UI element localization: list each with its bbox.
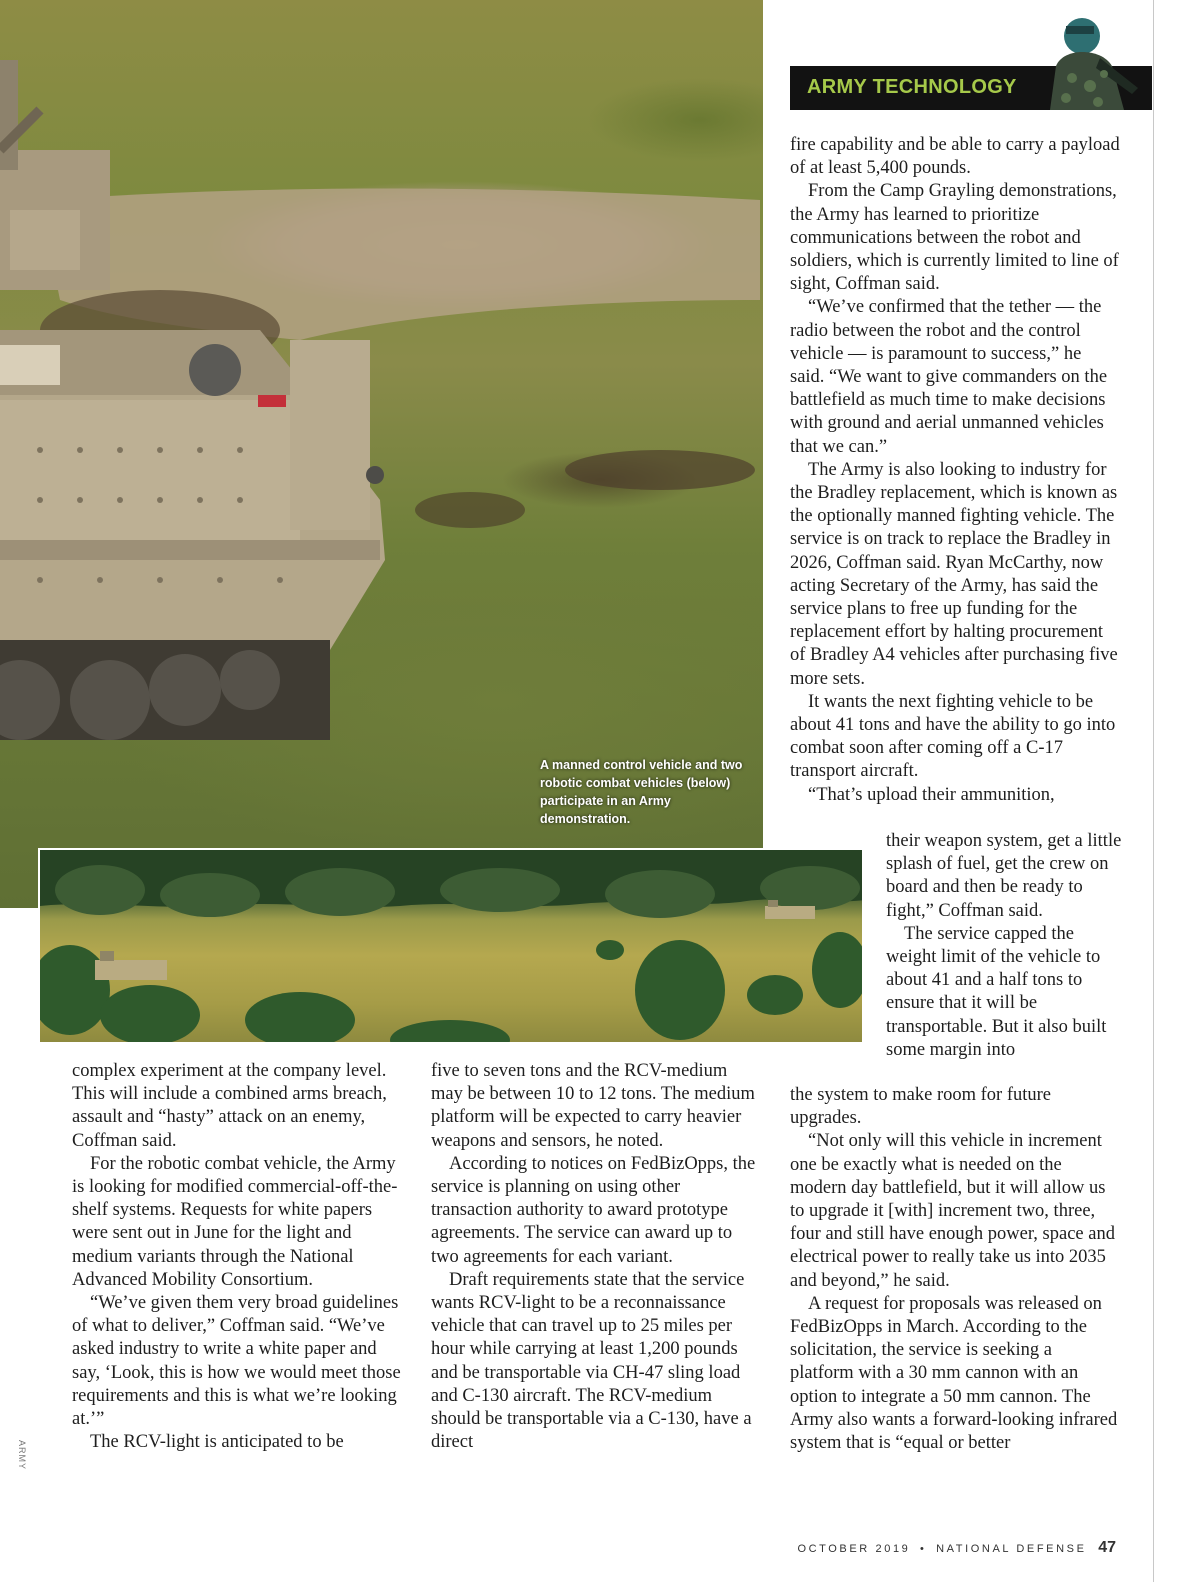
paragraph: It wants the next fighting vehicle to be about 41 tons and have the ability to go into combat soon after coming off a C-17 transport aircraft. [790,691,1116,782]
footer-separator: • [920,1543,927,1555]
article-column-left [72,1060,402,1454]
paragraph: “We’ve given them very broad guidelines of what to deliver,” Coffman said. “We’ve asked industry to write a white paper and say, ‘Look, this is how we would meet those requirements and this is what we’re looking at.’” [72,1293,401,1430]
paragraph: complex experiment at the company level. This will include a combined arms breach, assault and “hasty” attack on an enemy, Coffman said. [72,1061,387,1151]
paragraph: “We’ve confirmed that the tether — the radio between the robot and the control vehicle — is paramount to success,” he said. “We want to give commanders on the battlefield as much time to make decisions with ground and aerial unmanned vehicles that we can.” [790,297,1108,457]
article-column-right-bottom [790,1084,1120,1455]
issue-date: OCTOBER 2019 [797,1543,911,1555]
paragraph: fire capability and be able to carry a payload of at least 5,400 pounds. [790,135,1120,179]
vehicle-photo [0,0,763,908]
article-column-middle [431,1060,761,1454]
photo-credit: ARMY [17,1440,27,1471]
page-edge-rule [1153,0,1154,1582]
paragraph: For the robotic combat vehicle, the Army is looking for modified commercial-off-the-shelf systems. Requests for white papers were sent out in June for the light and medium variants through the National Advanced Mobility Consortium. [72,1153,398,1290]
section-title: ARMY TECHNOLOGY [807,76,1017,98]
paragraph: their weapon system, get a little splash of fuel, get the crew on board and then be ready to fight,” Coffman said. [886,831,1122,921]
paragraph: Draft requirements state that the service wants RCV-light to be a reconnaissance vehicle that can travel up to 25 miles per hour while carrying at least 1,200 pounds and be transportable via CH-47 sling load and C-130 aircraft. The RCV-medium should be transportable via a C-130, have a direct [431,1269,752,1453]
paragraph: From the Camp Grayling demonstrations, the Army has learned to prioritize communications between the robot and soldiers, which is currently limited to line of sight, Coffman said. [790,181,1119,295]
article-column-right-wrap [886,830,1122,1062]
paragraph: five to seven tons and the RCV-medium may be between 10 to 12 tons. The medium platform will be expected to carry heavier weapons and sensors, he noted. [431,1061,755,1151]
paragraph: According to notices on FedBizOpps, the service is planning on using other transaction authority to award prototype agreements. The service can award up to two agreements for each variant. [431,1153,756,1267]
paragraph: “That’s upload their ammunition, [808,784,1055,805]
paragraph: The service capped the weight limit of the vehicle to about 41 and a half tons to ensure that it will be transportable. But it also built some margin into [886,923,1107,1060]
paragraph: the system to make room for future upgrades. [790,1085,1051,1129]
article-column-right-top [790,134,1120,807]
paragraph: “Not only will this vehicle in increment one be exactly what is needed on the modern day battlefield, but it will allow us to upgrade it [with] increment two, three, four and still have enough power, space and electrical power to really take us into 2035 and beyond,” he said. [790,1131,1115,1291]
paragraph: The Army is also looking to industry for the Bradley replacement, which is known as the optionally manned fighting vehicle. The service is on track to replace the Bradley in 2026, Coffman said. Ryan McCarthy, now acting Secretary of the Army, has said the service plans to free up funding for the replacement effort by halting procurement of Bradley A4 vehicles after purchasing five more sets. [790,459,1118,689]
paragraph: The RCV-light is anticipated to be [90,1432,344,1453]
soldier-icon [1020,8,1152,110]
photo-caption: A manned control vehicle and two robotic combat vehicles (below) participate in an Army demonstration. [540,758,743,826]
page-footer [797,1538,1116,1559]
page-number: 47 [1098,1539,1116,1556]
field-illustration [40,850,864,1044]
paragraph: A request for proposals was released on FedBizOpps in March. According to the solicitation, the service is seeking a platform with a 30 mm cannon with an option to integrate a 50 mm cannon. The Army also wants a forward-looking infrared system that is “equal or better [790,1293,1118,1454]
publication-name: NATIONAL DEFENSE [936,1543,1087,1555]
robotic-vehicles-photo [38,848,864,1044]
